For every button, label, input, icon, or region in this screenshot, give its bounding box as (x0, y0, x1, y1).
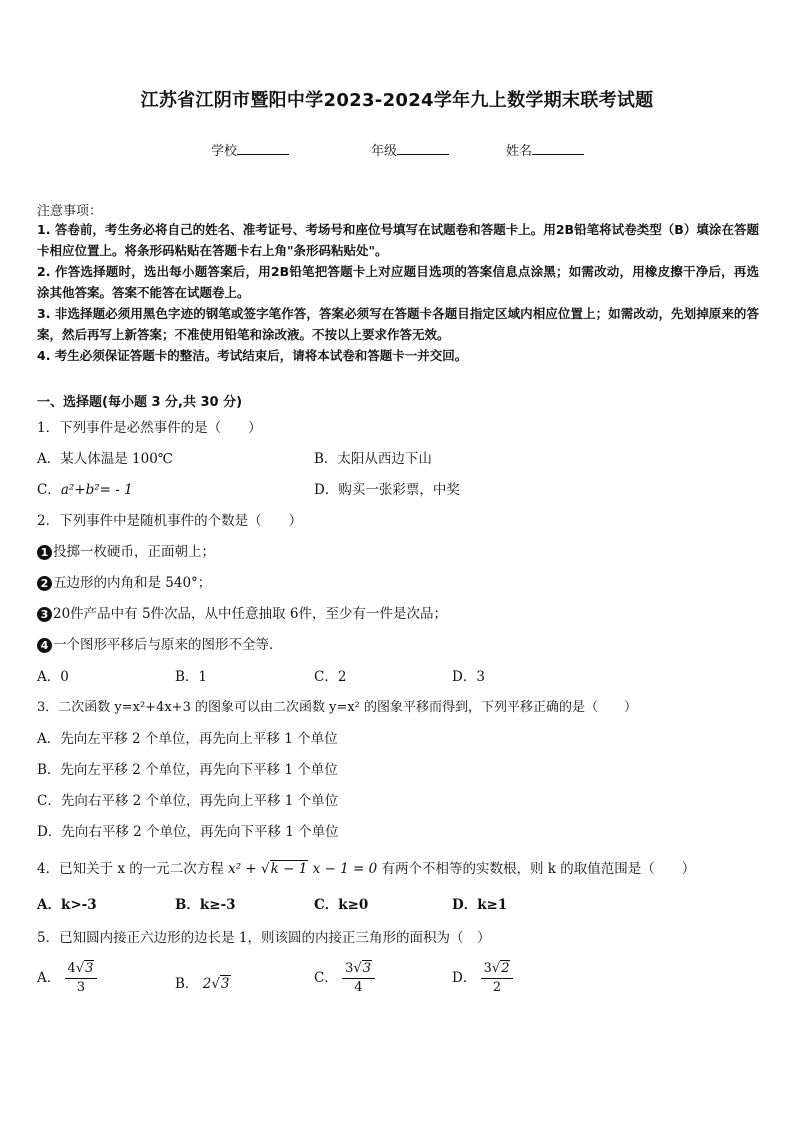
school-blank (237, 142, 289, 155)
q5-option-b (175, 972, 231, 992)
q4-option-b: B．k≥-3 (175, 897, 236, 913)
q5-option-a-label: A． (37, 970, 61, 986)
grade-label: 年级 (371, 144, 398, 159)
q5-option-c (314, 960, 375, 997)
fraction: $\frac{4√3}{3}$ (65, 960, 98, 997)
q4-option-c: C．k≥0 (314, 897, 369, 913)
coefficient: 4 (67, 961, 76, 976)
q2-item (37, 540, 215, 560)
notice-item: 2. 作答选择题时，选出每小题答案后，用2B铅笔把答题卡上对应题目选项的答案信息点涂黑；如需改动，用橡皮擦干净后，再选涂其他答案。答案不能答在试题卷上。 (37, 264, 759, 300)
q2-option-c: C．2 (314, 669, 347, 685)
q5-option-d-label: D． (452, 970, 477, 986)
q1-option-c-math: a²+b²= - 1 (60, 482, 133, 498)
page-title: 江苏省江阴市暨阳中学2023-2024学年九上数学期末联考试题 (140, 90, 654, 111)
q4-stem-end: 有两个不相等的实数根，则 k 的取值范围是（ ） (381, 861, 696, 877)
q1-option-c (37, 478, 133, 498)
denominator: 4 (354, 980, 363, 995)
circled-number-icon: 1 (37, 545, 52, 560)
q5-option-c-label: C． (314, 970, 338, 986)
q2-item (37, 633, 283, 653)
radicand: 3 (85, 961, 94, 976)
school-field (211, 140, 289, 159)
denominator: 3 (76, 980, 86, 995)
notice-heading: 注意事项： (37, 204, 103, 219)
q2-item-text: 一个图形平移后与原来的图形不全等． (53, 637, 283, 653)
coefficient: 3 (483, 961, 492, 976)
question-3-stem: 3．二次函数 y=x²+4x+3 的图象可以由二次函数 y=x² 的图象平移而得到，下列平移正确的是（ ） (37, 700, 638, 715)
q2-item (37, 571, 211, 591)
q3-option-b: B．先向左平移 2 个单位，再先向下平移 1 个单位 (37, 762, 338, 778)
notice-item: 1. 答卷前，考生务必将自己的姓名、准考证号、考场号和座位号填写在试题卷和答题卡上。用2B铅笔将试卷类型（B）填涂在答题卡相应位置上。将条形码粘贴在答题卡右上角"条形码粘贴处"。 (37, 222, 759, 258)
question-5-stem: 5．已知圆内接正六边形的边长是 1，则该圆的内接正三角形的面积为（ ） (37, 930, 491, 946)
q1-option-c-label: C． (37, 482, 61, 498)
q1-option-a: A．某人体温是 100℃ (37, 451, 173, 467)
section-heading: 一、选择题(每小题 3 分,共 30 分) (37, 395, 243, 410)
q3-option-a: A．先向左平移 2 个单位，再先向上平移 1 个单位 (37, 731, 338, 747)
radicand: 3 (220, 976, 230, 992)
notice-item: 3. 非选择题必须用黑色字迹的钢笔或签字笔作答，答案必须写在答题卡各题目指定区域内相应位置上；如需改动，先划掉原来的答案，然后再写上新答案；不准使用铅笔和涂改液。不按以上要求作答无效。 (37, 306, 759, 342)
circled-number-icon: 4 (37, 638, 52, 653)
radicand: 2 (501, 961, 510, 976)
notice-list (37, 219, 759, 366)
circled-number-icon: 2 (37, 576, 52, 591)
q4-eq-part: x² + (228, 861, 257, 877)
q2-item-text: 五边形的内角和是 540°； (53, 575, 212, 591)
q1-option-b: B．太阳从西边下山 (314, 451, 432, 467)
name-label: 姓名 (506, 144, 533, 159)
question-1-stem: 1．下列事件是必然事件的是（ ） (37, 420, 262, 436)
q4-option-d: D．k≥1 (452, 897, 508, 913)
name-field (506, 140, 584, 159)
fraction: $\frac{3√3}{4}$ (342, 960, 375, 997)
grade-blank (397, 142, 449, 155)
q5-option-a (37, 960, 97, 997)
q2-option-a: A．0 (37, 669, 69, 685)
q4-eq-radicand: k − 1 (270, 861, 308, 877)
coefficient: 2 (202, 976, 212, 992)
coefficient: 3 (345, 961, 354, 976)
q3-option-c: C．先向右平移 2 个单位，再先向上平移 1 个单位 (37, 793, 339, 809)
radicand: 3 (362, 961, 371, 976)
grade-field (371, 140, 449, 159)
question-4-stem (37, 857, 695, 877)
q2-item (37, 602, 447, 622)
question-2-stem: 2．下列事件中是随机事件的个数是（ ） (37, 513, 303, 529)
q2-option-b: B．1 (175, 669, 208, 685)
fraction: $\frac{3√2}{2}$ (481, 960, 514, 997)
q2-option-d: D．3 (452, 669, 485, 685)
q4-eq-part: x − 1 = 0 (312, 861, 378, 877)
q4-stem-start: 4．已知关于 x 的一元二次方程 (37, 861, 224, 877)
name-blank (532, 142, 584, 155)
q4-option-a: A．k>-3 (37, 897, 97, 913)
school-label: 学校 (211, 144, 238, 159)
q2-item-text: 投掷一枚硬币，正面朝上； (53, 544, 215, 560)
q2-item-text: 20件产品中有 5件次品，从中任意抽取 6件，至少有一件是次品； (53, 606, 447, 622)
q3-option-d: D．先向右平移 2 个单位，再先向下平移 1 个单位 (37, 824, 339, 840)
denominator: 2 (492, 980, 502, 995)
q1-option-d: D．购买一张彩票，中奖 (314, 482, 460, 498)
radical-expression: 2√3 (202, 976, 230, 992)
q5-option-b-label: B． (175, 976, 199, 992)
circled-number-icon: 3 (37, 607, 52, 622)
q5-option-d (452, 960, 513, 997)
q4-equation: x² + √k − 1 x − 1 = 0 (228, 861, 378, 877)
notice-item: 4. 考生必须保证答题卡的整洁。考试结束后，请将本试卷和答题卡一并交回。 (37, 348, 468, 363)
